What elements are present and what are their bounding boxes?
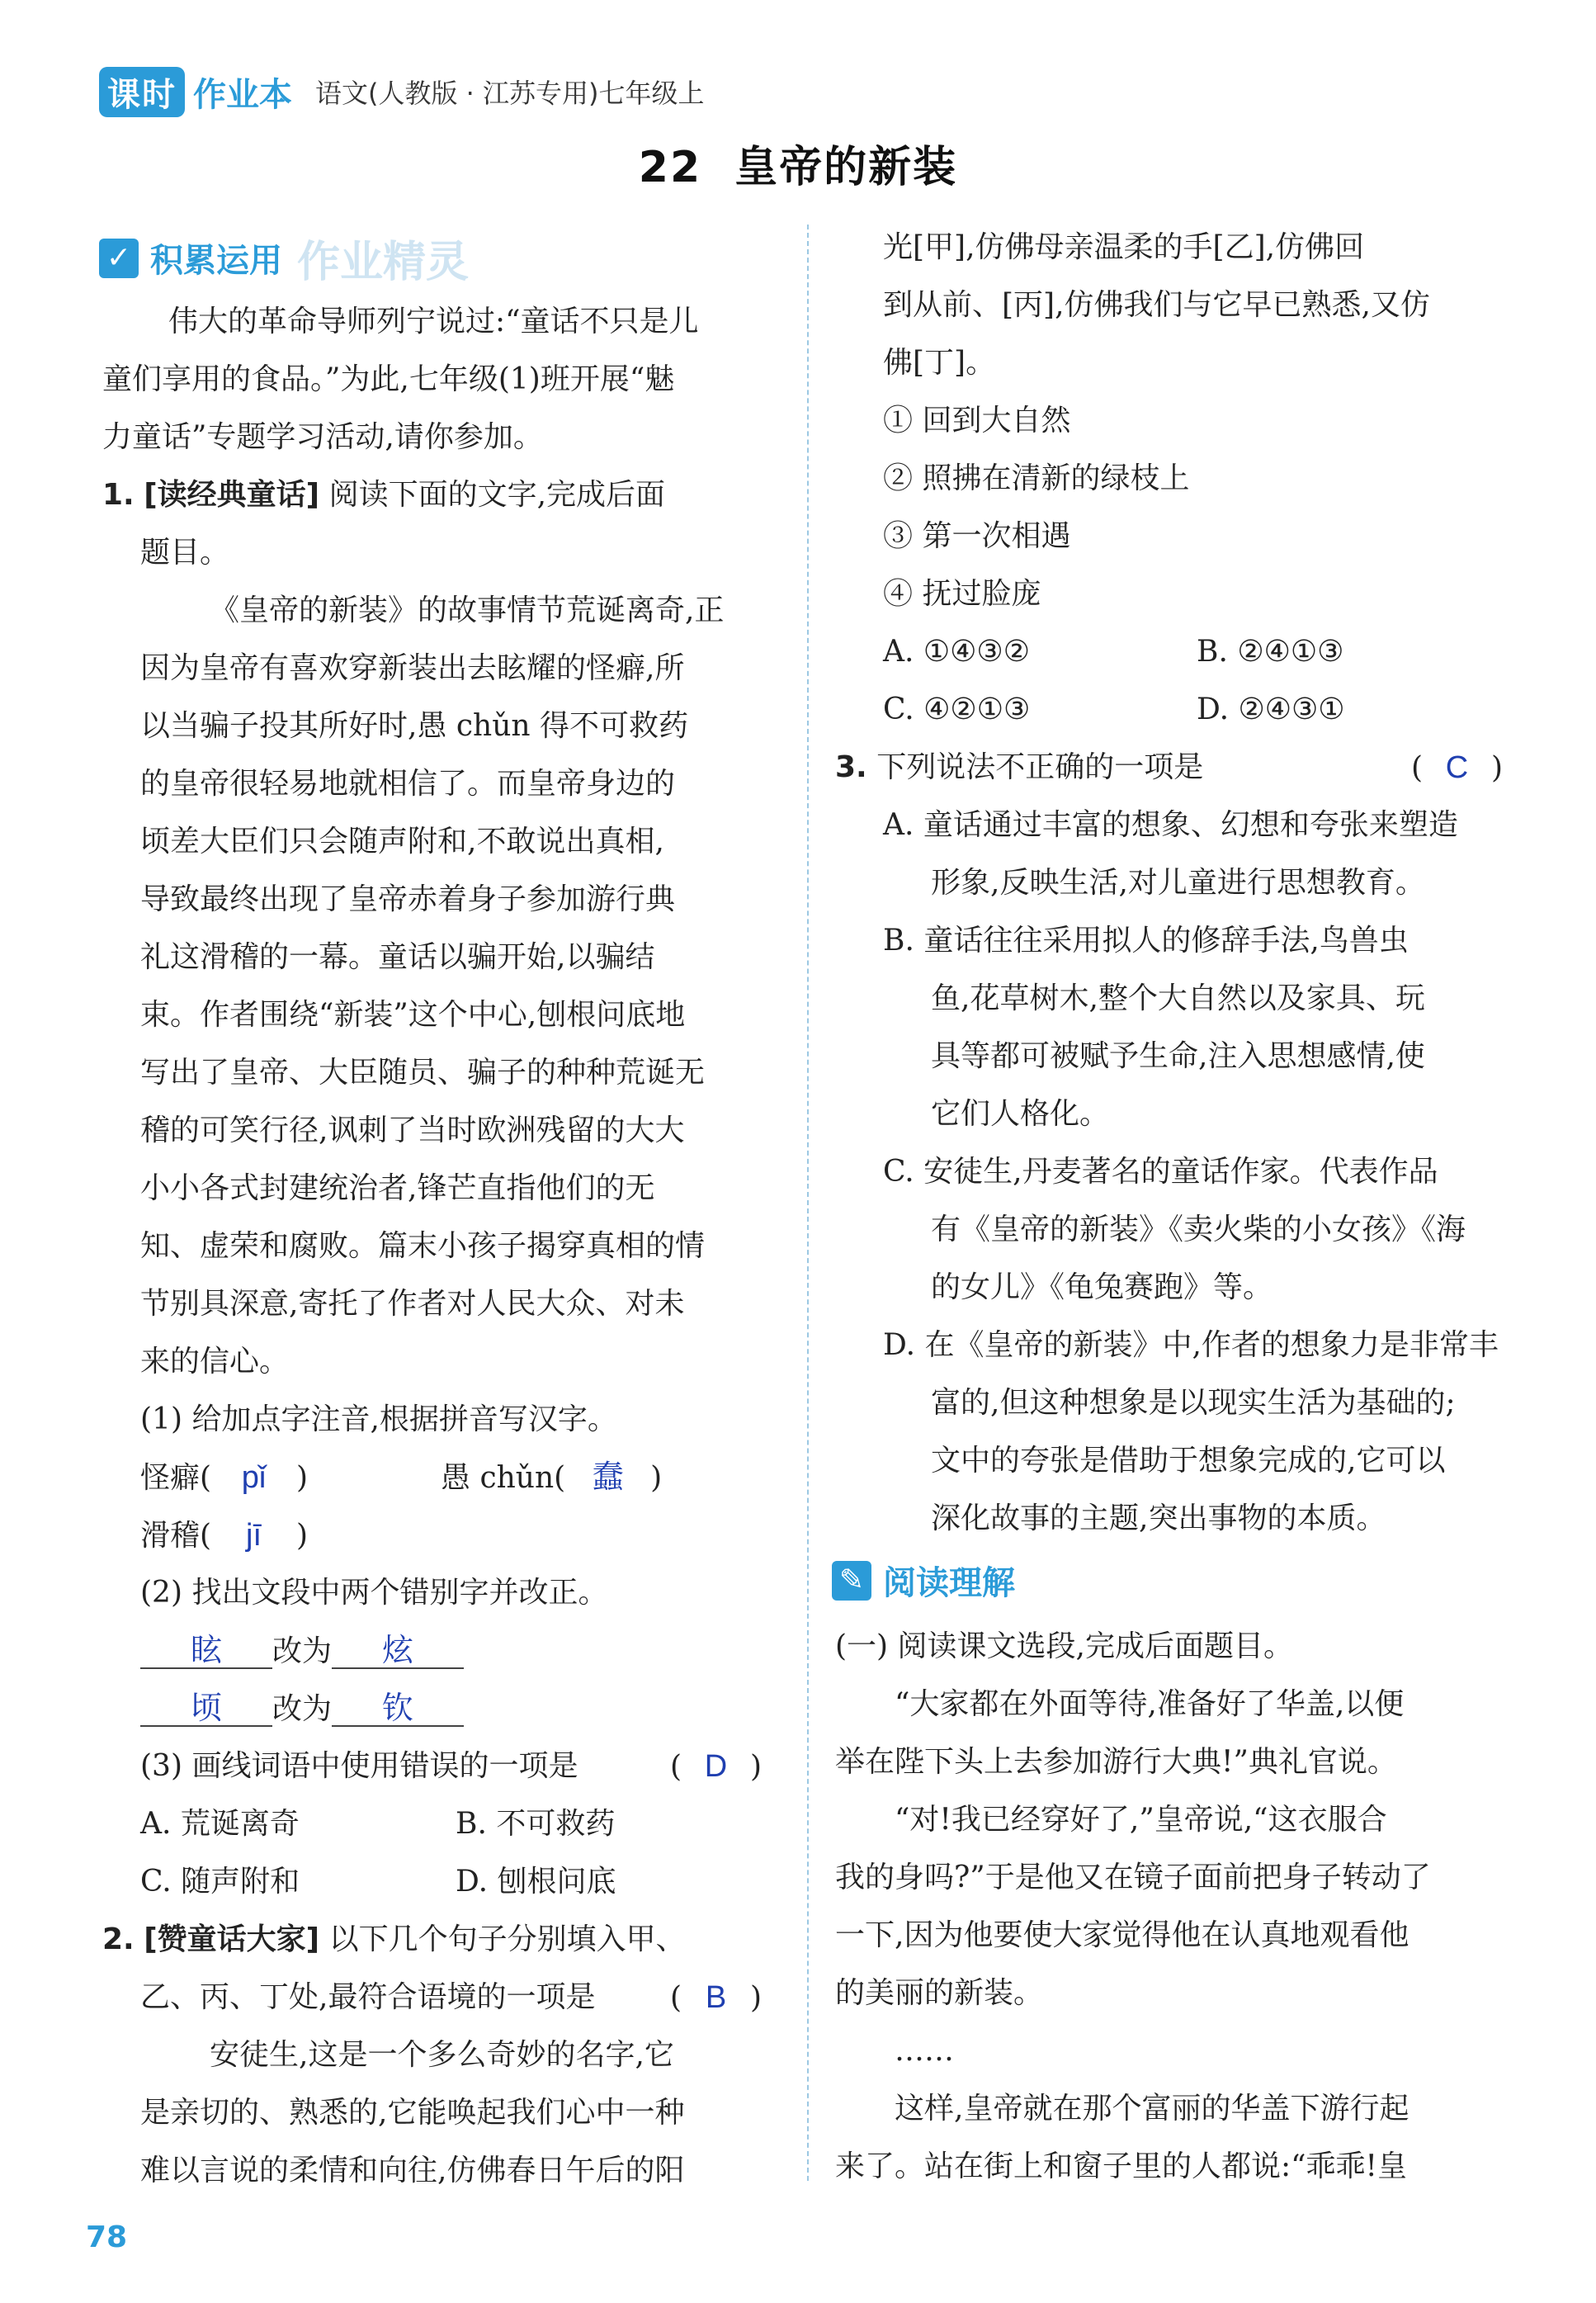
passage-line: 以当骗子投其所好时,愚 chǔn 得不可救药 — [140, 709, 689, 743]
answer-paren — [1411, 751, 1503, 785]
wrong-char: 眩 — [140, 1634, 272, 1669]
paren: ) — [650, 1461, 663, 1495]
paren: ( — [670, 1981, 682, 2015]
answer: D — [704, 1749, 728, 1784]
option-line: B. 童话往往采用拟人的修辞手法,鸟兽虫 — [883, 924, 1409, 958]
sub-question-1: (1) 给加点字注音,根据拼音写汉字。 — [140, 1402, 617, 1436]
passage-line: 写出了皇帝、大臣随员、骗子的种种荒诞无 — [140, 1056, 706, 1090]
option: D. ②④③① — [1197, 693, 1345, 726]
reading-line: 这样,皇帝就在那个富丽的华盖下游行起 — [895, 2092, 1409, 2126]
answer: C — [1445, 750, 1469, 785]
pinyin-ji — [140, 1519, 308, 1553]
correction-row — [140, 1692, 464, 1727]
option-line: 形象,反映生活,对儿童进行思想教育。 — [931, 866, 1425, 900]
paren: ) — [749, 1981, 762, 2015]
answer: pǐ — [241, 1460, 267, 1495]
passage-line: 束。作者围绕“新装”这个中心,刨根问底地 — [140, 998, 686, 1032]
paren: ( — [670, 1750, 682, 1784]
answer: B — [705, 1980, 727, 2015]
option-line: D. 在《皇帝的新装》中,作者的想象力是非常丰 — [883, 1328, 1499, 1362]
list-item: ① 回到大自然 — [883, 404, 1071, 437]
option-line: 有《皇帝的新装》《卖火柴的小女孩》《海 — [931, 1213, 1466, 1246]
reading-line: 的美丽的新装。 — [835, 1976, 1044, 2010]
question-tag: [赞童话大家] — [144, 1922, 320, 1956]
question-tag: [读经典童话] — [144, 478, 320, 512]
question-text: 下列说法不正确的一项是 — [876, 750, 1204, 784]
passage-line: 因为皇帝有喜欢穿新装出去眩耀的怪癖,所 — [140, 651, 685, 685]
list-item: ③ 第一次相遇 — [883, 519, 1071, 553]
reading-line: 来了。站在街上和窗子里的人都说:“乖乖!皇 — [835, 2149, 1408, 2183]
passage-line: 难以言说的柔情和向往,仿佛春日午后的阳 — [140, 2154, 685, 2187]
option: D. 刨根问底 — [456, 1865, 616, 1899]
book-subtitle: 语文(人教版 · 江苏专用)七年级上 — [315, 78, 705, 109]
column-divider — [807, 225, 809, 2181]
label: 滑稽( — [140, 1519, 212, 1553]
question-text: 阅读下面的文字,完成后面 — [328, 478, 666, 512]
paren: ) — [749, 1750, 762, 1784]
passage-line: 安徒生,这是一个多么奇妙的名字,它 — [210, 2038, 674, 2072]
passage-line: 知、虚荣和腐败。篇末小孩子揭穿真相的情 — [140, 1229, 706, 1263]
reading-line: 我的身吗?”于是他又在镜子面前把身子转动了 — [835, 1861, 1431, 1894]
sub-question-3: (3) 画线词语中使用错误的一项是 — [140, 1749, 578, 1783]
option-line: 深化故事的主题,突出事物的本质。 — [931, 1501, 1386, 1535]
label: 怪癖( — [140, 1461, 212, 1495]
reading-intro: (一) 阅读课文选段,完成后面题目。 — [835, 1629, 1293, 1663]
question-number: 2. — [102, 1922, 135, 1956]
q2-stem-cont: 乙、丙、丁处,最符合语境的一项是 — [140, 1980, 596, 2014]
paren: ) — [1490, 751, 1503, 785]
lesson-number: 22 — [638, 143, 702, 192]
passage-line: 光[甲],仿佛母亲温柔的手[乙],仿佛回 — [883, 230, 1365, 264]
option-line: 的女儿》《龟兔赛跑》等。 — [931, 1270, 1273, 1304]
paren: ( — [1411, 751, 1424, 785]
q1-stem-cont: 题目。 — [140, 536, 230, 570]
answer-paren — [670, 1981, 762, 2015]
pencil-icon: ✎ — [832, 1561, 871, 1601]
wrong-char: 顷 — [140, 1692, 272, 1727]
passage-line: 来的信心。 — [140, 1345, 290, 1378]
passage-line: 导致最终出现了皇帝赤着身子参加游行典 — [140, 882, 676, 916]
lesson-title: 皇帝的新装 — [734, 143, 958, 192]
answer: 蠢 — [592, 1460, 624, 1495]
passage-line: 到从前、[丙],仿佛我们与它早已熟悉,又仿 — [883, 288, 1430, 322]
passage-line: 节别具深意,寄托了作者对人民大众、对未 — [140, 1287, 685, 1321]
option-line: 鱼,花草树木,整个大自然以及家具、玩 — [931, 981, 1425, 1015]
pinyin-chun — [441, 1461, 662, 1495]
option-line: A. 童话通过丰富的想象、幻想和夸张来塑造 — [883, 808, 1458, 842]
option: A. ①④③② — [883, 635, 1030, 669]
passage-line: 顷差大臣们只会随声附和,不敢说出真相, — [140, 825, 664, 858]
header — [99, 68, 705, 116]
reading-line: 举在陛下头上去参加游行大典!”典礼官说。 — [835, 1745, 1397, 1779]
section-title: 积累运用 — [150, 242, 282, 280]
paren: ) — [295, 1519, 308, 1553]
right-char: 炫 — [332, 1634, 464, 1669]
option-line: 它们人格化。 — [931, 1097, 1110, 1131]
passage-line: 佛[丁]。 — [883, 346, 996, 380]
q2-stem — [102, 1923, 686, 1956]
q1-stem — [102, 479, 665, 512]
passage-line: 是亲切的、熟悉的,它能唤起我们心中一种 — [140, 2096, 685, 2130]
passage-line: 《皇帝的新装》的故事情节荒诞离奇,正 — [210, 593, 725, 627]
section-header-reading — [832, 1557, 1015, 1604]
list-item: ④ 抚过脸庞 — [883, 577, 1041, 611]
reading-ellipsis: …… — [895, 2034, 954, 2068]
reading-line: “对!我已经穿好了,”皇帝说,“这衣服合 — [895, 1803, 1387, 1837]
change-label: 改为 — [272, 1692, 333, 1726]
section-header-accumulate — [99, 227, 469, 289]
paren: ) — [295, 1461, 308, 1495]
passage-line: 小小各式封建统治者,锋芒直指他们的无 — [140, 1171, 655, 1205]
sub-question-2: (2) 找出文段中两个错别字并改正。 — [140, 1576, 608, 1610]
passage-line: 的皇帝很轻易地就相信了。而皇帝身边的 — [140, 767, 676, 801]
option-line: C. 安徒生,丹麦著名的童话作家。代表作品 — [883, 1155, 1438, 1189]
page-title — [0, 132, 1596, 194]
watermark: 作业精灵 — [297, 238, 470, 287]
brand-logo: 课时 — [99, 67, 185, 117]
brand-name: 作业本 — [193, 75, 292, 114]
answer-paren — [670, 1750, 762, 1784]
right-char: 钦 — [332, 1692, 464, 1727]
reading-line: “大家都在外面等待,准备好了华盖,以便 — [895, 1687, 1405, 1721]
intro-line: 童们享用的食品。”为此,七年级(1)班开展“魅 — [102, 362, 675, 396]
reading-line: 一下,因为他要使大家觉得他在认真地观看他 — [835, 1918, 1409, 1952]
list-item: ② 照拂在清新的绿枝上 — [883, 461, 1190, 495]
pinyin-pi — [140, 1461, 308, 1495]
intro-line: 力童话”专题学习活动,请你参加。 — [102, 420, 543, 454]
q3-stem — [835, 751, 1203, 784]
passage-line: 稽的可笑行径,讽刺了当时欧洲残留的大大 — [140, 1114, 685, 1147]
option: B. ②④①③ — [1197, 635, 1344, 669]
label: 愚 chǔn( — [441, 1461, 566, 1495]
question-text: 以下几个句子分别填入甲、 — [328, 1922, 686, 1956]
question-number: 3. — [835, 750, 867, 784]
option: C. 随声附和 — [140, 1865, 300, 1899]
correction-row — [140, 1634, 464, 1669]
intro-line: 伟大的革命导师列宁说过:“童话不只是儿 — [168, 305, 699, 338]
answer: jī — [246, 1518, 262, 1553]
passage-line: 礼这滑稽的一幕。童话以骗开始,以骗结 — [140, 940, 655, 974]
section-title: 阅读理解 — [883, 1564, 1015, 1602]
option: B. 不可救药 — [456, 1807, 616, 1841]
checkbox-icon: ✓ — [99, 239, 139, 278]
change-label: 改为 — [272, 1634, 333, 1668]
option: A. 荒诞离奇 — [140, 1807, 300, 1841]
option: C. ④②①③ — [883, 693, 1031, 726]
option-line: 富的,但这种想象是以现实生活为基础的; — [931, 1386, 1456, 1420]
question-number: 1. — [102, 478, 135, 512]
option-line: 文中的夸张是借助于想象完成的,它可以 — [931, 1444, 1446, 1478]
option-line: 具等都可被赋予生命,注入思想感情,使 — [931, 1039, 1425, 1073]
page-number: 78 — [86, 2220, 128, 2254]
